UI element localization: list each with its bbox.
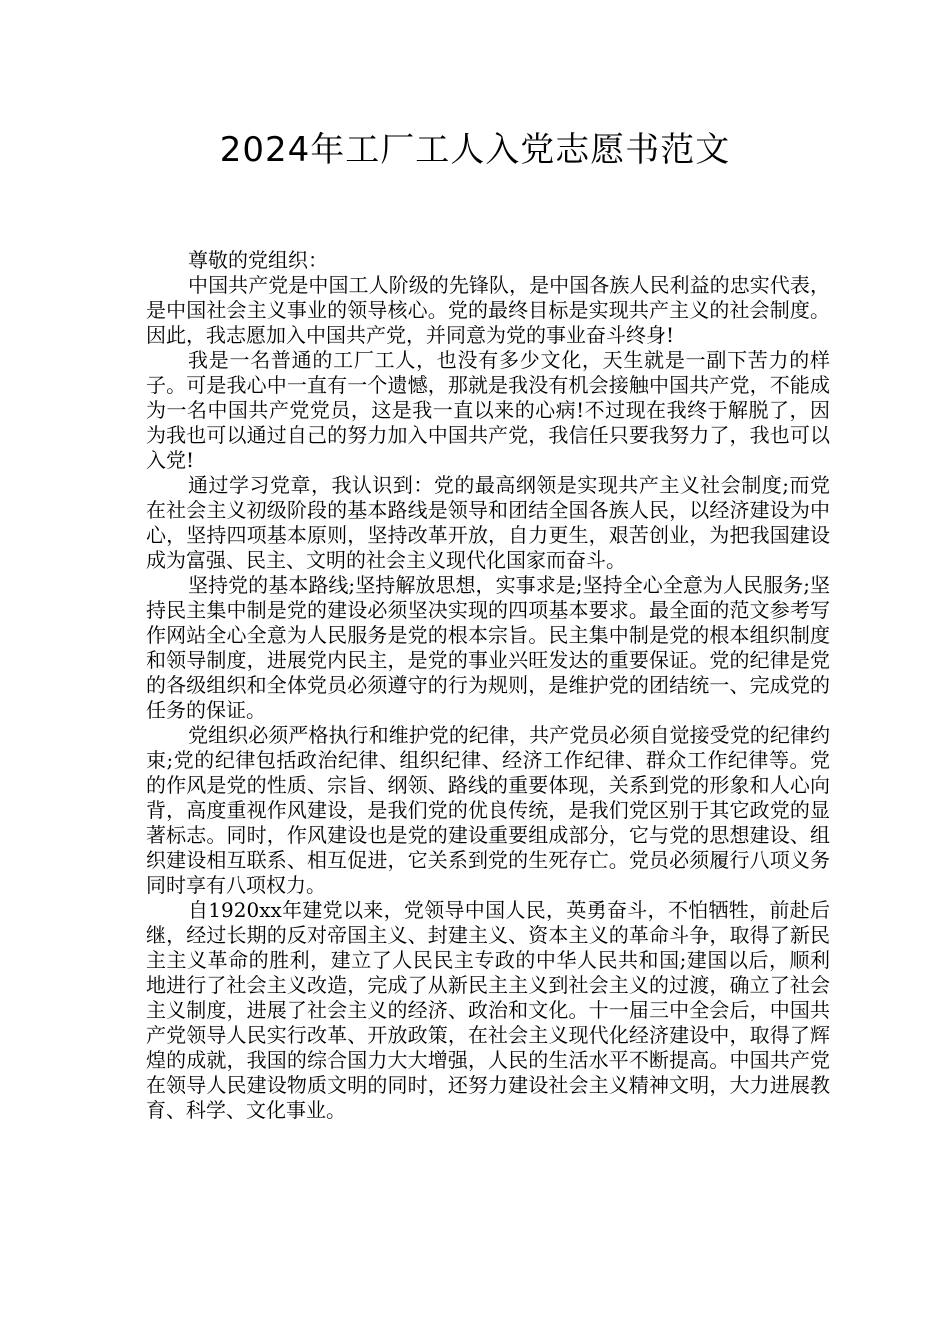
document-title: 2024年工厂工人入党志愿书范文 xyxy=(219,130,731,170)
paragraph-3: 通过学习党章，我认识到：党的最高纲领是实现共产主义社会制度;而党在社会主义初级阶段的基本路线是领导和团结全国各族人民，以经济建设为中心，坚持四项基本原则，坚持改革开放，自力更生，艰苦创业，为把我国建设成为富强、民主、文明的社会主义现代化国家而奋斗。 xyxy=(146,473,830,572)
paragraph-4: 坚持党的基本路线;坚持解放思想，实事求是;坚持全心全意为人民服务;坚持民主集中制是党的建设必须坚决实现的四项基本要求。最全面的范文参考写作网站全心全意为人民服务是党的根本宗旨。民主集中制是党的根本组织制度和领导制度，进展党内民主，是党的事业兴旺发达的重要保证。党的纪律是党的各级组织和全体党员必须遵守的行为规则，是维护党的团结统一、完成党的任务的保证。 xyxy=(146,573,830,722)
salutation: 尊敬的党组织： xyxy=(188,248,328,272)
paragraph-2: 我是一名普通的工厂工人，也没有多少文化，天生就是一副下苦力的样子。可是我心中一直有一个遗憾，那就是我没有机会接触中国共产党，不能成为一名中国共产党党员，这是我一直以来的心病!不过现在我终于解脱了，因为我也可以通过自己的努力加入中国共产党，我信任只要我努力了，我也可以入党! xyxy=(146,348,830,472)
paragraph-6: 自1920xx年建党以来，党领导中国人民，英勇奋斗，不怕牺牲，前赴后继，经过长期的反对帝国主义、封建主义、资本主义的革命斗争，取得了新民主主义革命的胜利，建立了人民民主专政的中华人民共和国;建国以后，顺利地进行了社会主义改造，完成了从新民主主义到社会主义的过渡，确立了社会主义制度，进展了社会主义的经济、政治和文化。十一届三中全会后，中国共产党领导人民实行改革、开放政策，在社会主义现代化经济建设中，取得了辉煌的成就，我国的综合国力大大增强，人民的生活水平不断提高。中国共产党在领导人民建设物质文明的同时，还努力建设社会主义精神文明，大力进展教育、科学、文化事业。 xyxy=(146,898,830,1122)
paragraph-5: 党组织必须严格执行和维护党的纪律，共产党员必须自觉接受党的纪律约束;党的纪律包括政治纪律、组织纪律、经济工作纪律、群众工作纪律等。党的作风是党的性质、宗旨、纲领、路线的重要体现，关系到党的形象和人心向背，高度重视作风建设，是我们党的优良传统，是我们党区别于其它政党的显著标志。同时，作风建设也是党的建设重要组成部分，它与党的思想建设、组织建设相互联系、相互促进，它关系到党的生死存亡。党员必须履行八项义务同时享有八项权力。 xyxy=(146,723,830,897)
document-body xyxy=(146,248,830,1123)
paragraph-1: 中国共产党是中国工人阶级的先锋队，是中国各族人民利益的忠实代表，是中国社会主义事业的领导核心。党的最终目标是实现共产主义的社会制度。因此，我志愿加入中国共产党，并同意为党的事业奋斗终身! xyxy=(146,273,830,347)
